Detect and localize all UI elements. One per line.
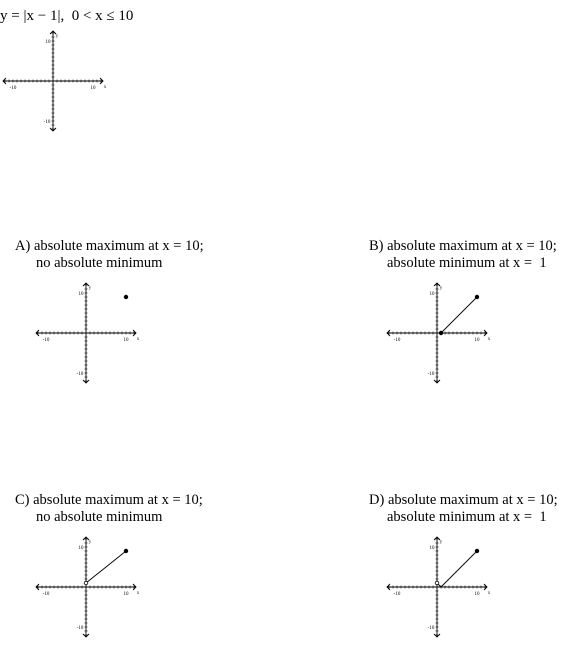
choice-c[interactable] (15, 492, 203, 526)
closed-point (439, 331, 443, 335)
open-point (84, 581, 88, 585)
x-axis-label: x (487, 591, 491, 596)
x-tick-label-neg: -10 (9, 86, 17, 91)
choice-a[interactable] (15, 238, 204, 272)
closed-point (124, 295, 128, 299)
choice-letter: A) (15, 238, 31, 254)
choice-line2: absolute minimum at x = 1 (387, 255, 547, 271)
equation-prefix: y = (0, 8, 24, 24)
closed-point (475, 295, 479, 299)
closed-point (124, 549, 128, 553)
choice-b-graph (384, 276, 494, 386)
x-tick-label-pos: 10 (474, 338, 480, 343)
x-tick-label-neg: -10 (42, 338, 50, 343)
choice-d[interactable] (369, 492, 558, 526)
choice-line2: absolute minimum at x = 1 (387, 509, 547, 525)
equation-domain: , 0 < x ≤ 10 (60, 8, 134, 24)
choice-c-graph (33, 530, 143, 640)
x-axis-label: x (103, 85, 107, 90)
x-axis-label: x (487, 337, 491, 342)
graph-segment (86, 551, 126, 583)
equation-inner: x − 1 (26, 8, 58, 24)
choice-b[interactable] (369, 238, 557, 272)
y-tick-label-neg: -10 (76, 372, 84, 377)
x-tick-label-pos: 10 (123, 592, 129, 597)
x-axis-label: x (136, 337, 140, 342)
open-point (435, 581, 439, 585)
y-tick-label-pos: 10 (78, 546, 84, 551)
choice-line1: absolute maximum at x = 10; (33, 238, 204, 254)
choice-line2: no absolute minimum (36, 509, 163, 525)
y-tick-label-pos: 10 (78, 292, 84, 297)
y-tick-label-pos: 10 (429, 292, 435, 297)
graph-segment (441, 297, 477, 333)
x-tick-label-neg: -10 (393, 592, 401, 597)
choice-line1: absolute maximum at x = 10; (33, 492, 203, 508)
choice-letter: C) (15, 492, 30, 508)
y-tick-label-neg: -10 (43, 120, 51, 125)
choice-letter: B) (369, 238, 384, 254)
x-tick-label-pos: 10 (474, 592, 480, 597)
y-tick-label-neg: -10 (427, 626, 435, 631)
y-tick-label-neg: -10 (76, 626, 84, 631)
choice-letter: D) (369, 492, 385, 508)
question-equation (0, 8, 133, 25)
y-tick-label-pos: 10 (45, 40, 51, 45)
y-axis-label: y (88, 286, 92, 291)
graph-segment (441, 551, 477, 587)
x-tick-label-neg: -10 (42, 592, 50, 597)
choice-a-graph (33, 276, 143, 386)
y-tick-label-neg: -10 (427, 372, 435, 377)
closed-point (475, 549, 479, 553)
question-graph (0, 24, 110, 134)
choice-line1: absolute maximum at x = 10; (387, 238, 557, 254)
x-tick-label-neg: -10 (393, 338, 401, 343)
x-tick-label-pos: 10 (90, 86, 96, 91)
x-axis-label: x (136, 591, 140, 596)
y-axis-label: y (55, 34, 59, 39)
abs-open: | (23, 8, 27, 24)
choice-line1: absolute maximum at x = 10; (387, 492, 558, 508)
y-axis-label: y (88, 540, 92, 545)
choice-line2: no absolute minimum (36, 255, 163, 271)
choice-d-graph (384, 530, 494, 640)
abs-close: | (57, 8, 61, 24)
y-tick-label-pos: 10 (429, 546, 435, 551)
x-tick-label-pos: 10 (123, 338, 129, 343)
y-axis-label: y (439, 540, 443, 545)
y-axis-label: y (439, 286, 443, 291)
